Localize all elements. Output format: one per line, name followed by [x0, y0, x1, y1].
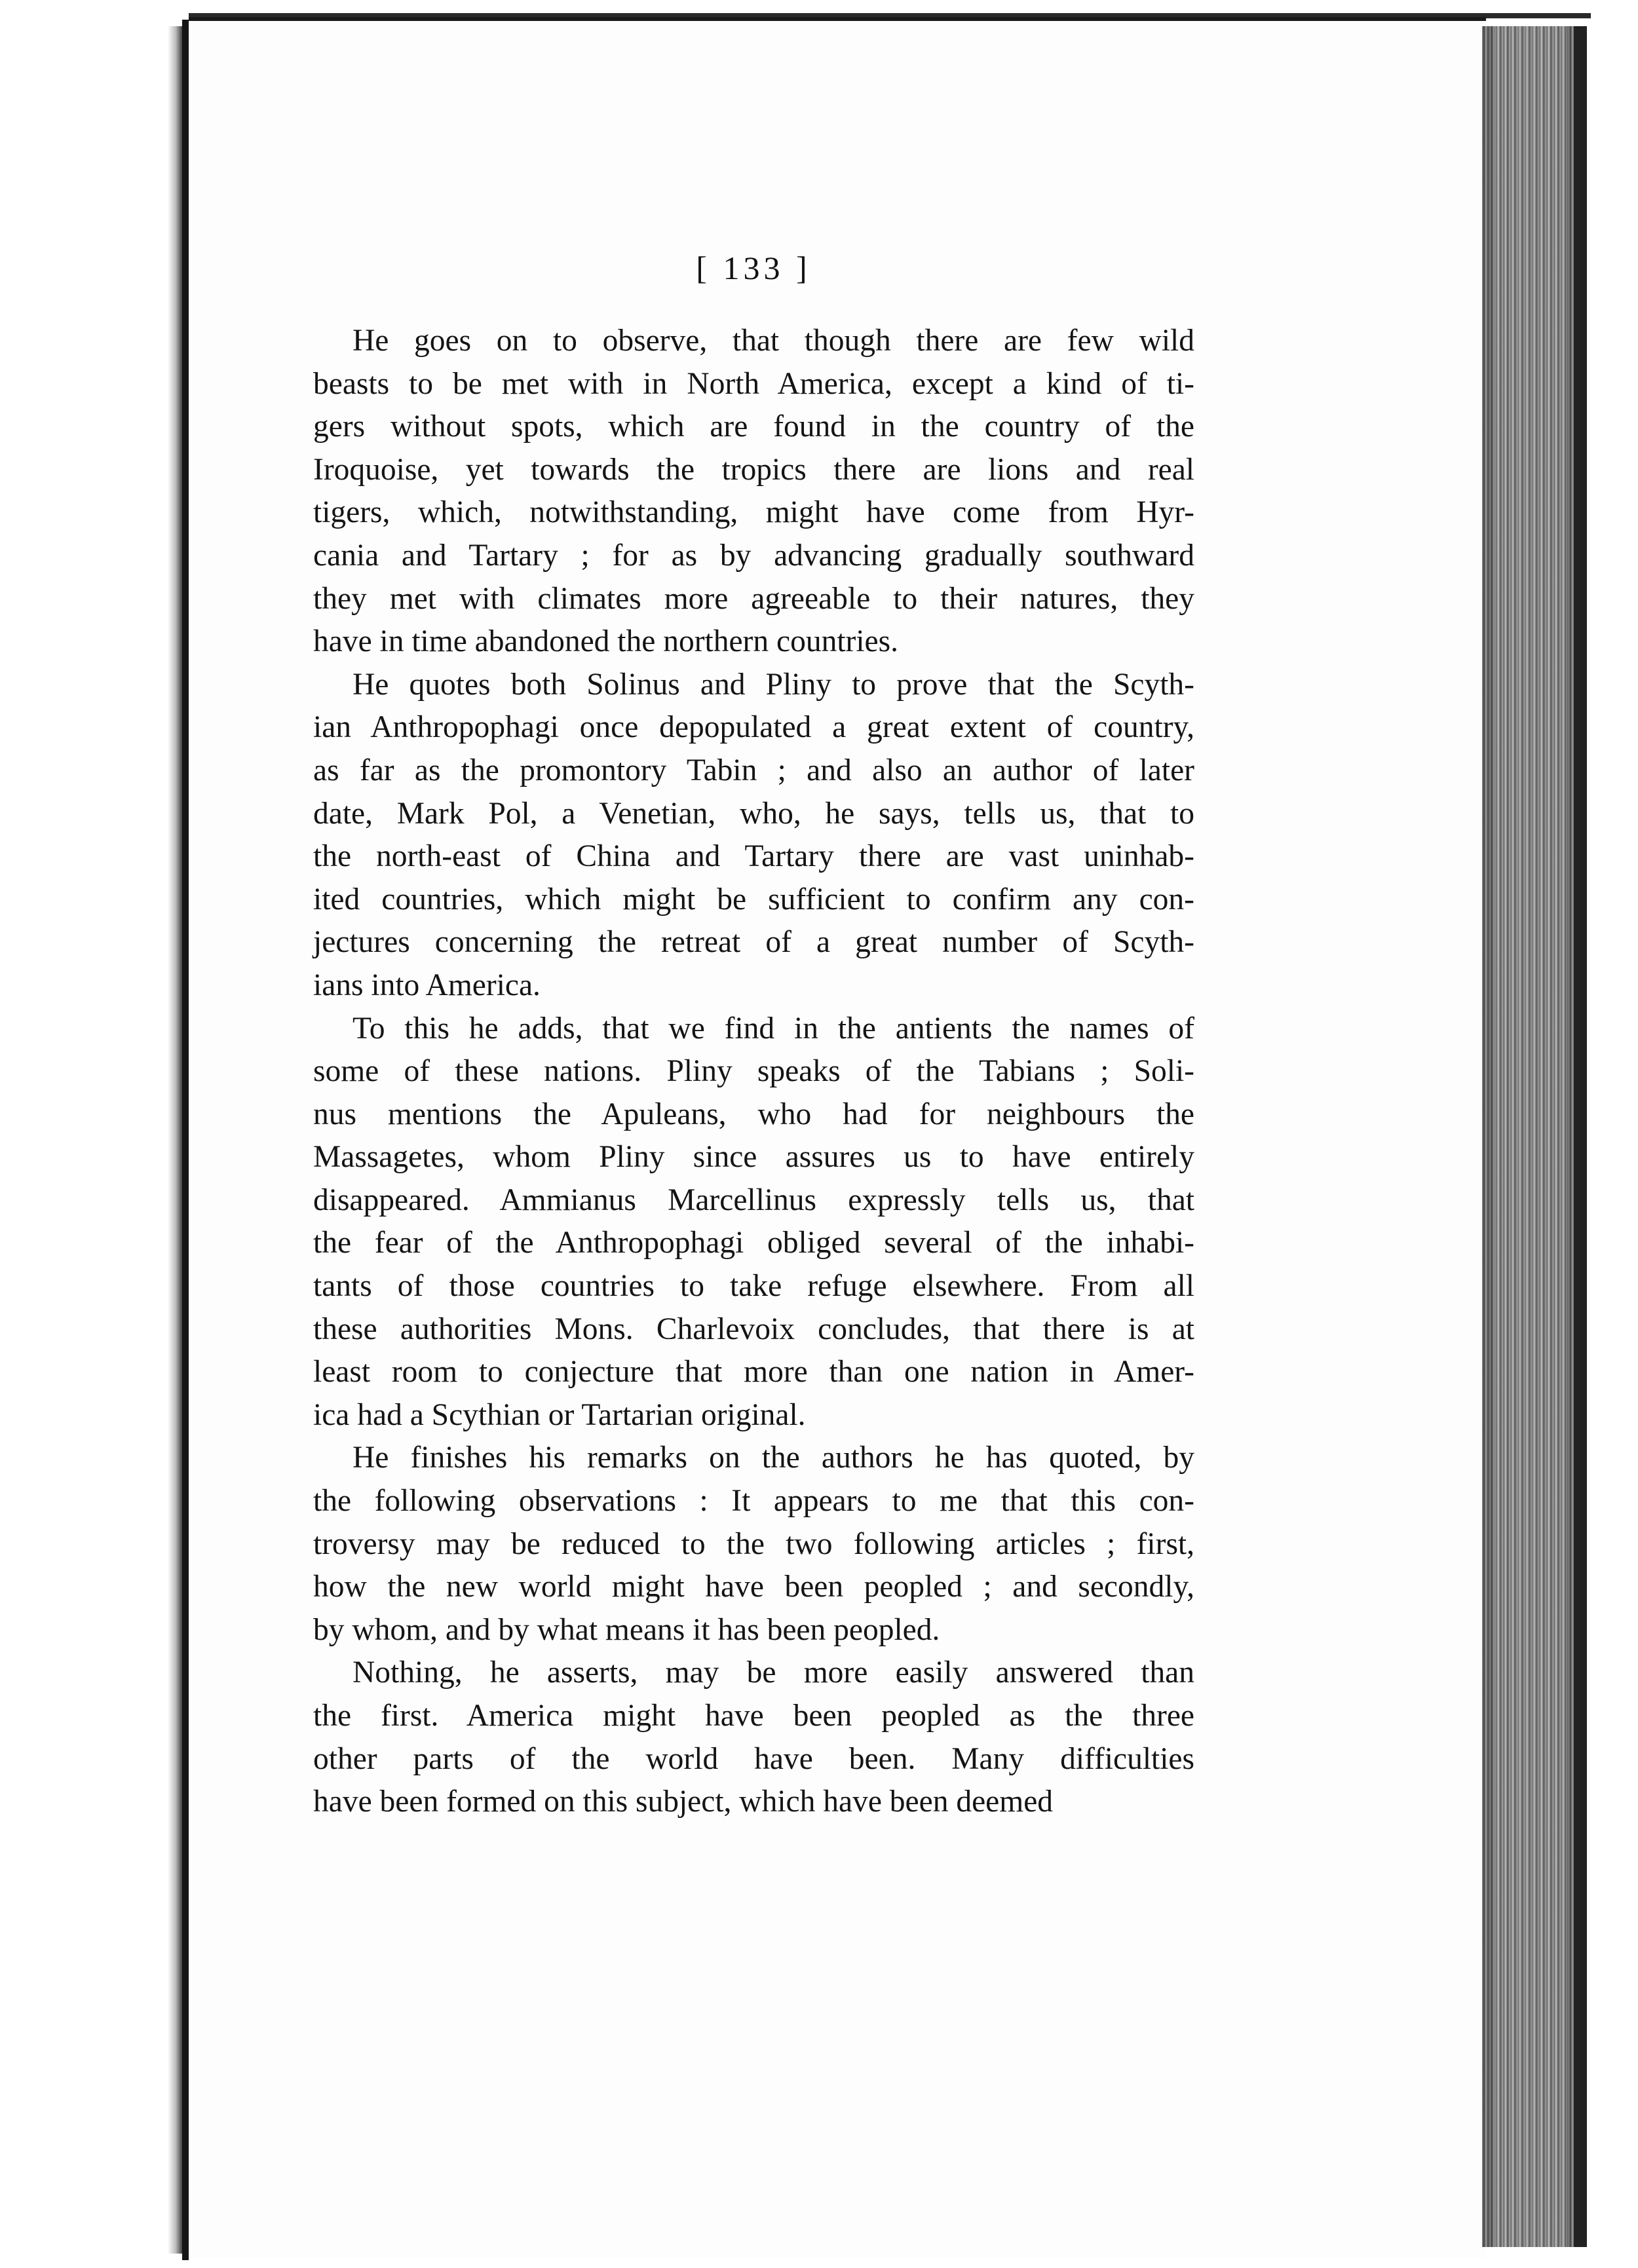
text-line: have been formed on this subject, which have been deemed: [313, 1785, 1054, 1819]
paragraph: [313, 320, 1194, 664]
text-line: how the new world might have been peopled ; and secondly,: [313, 1570, 1194, 1604]
text-line: Iroquoise, yet towards the tropics there are lions and real: [313, 452, 1194, 487]
text-line: least room to conjecture that more than one nation in Amer-: [313, 1355, 1194, 1389]
page-stack-edge: [1574, 26, 1587, 2247]
text-line: disappeared. Ammianus Marcellinus expressly tells us, that: [313, 1182, 1194, 1217]
page-number-header: [ 133 ]: [696, 250, 811, 286]
text-line: He finishes his remarks on the authors he has quoted, by: [352, 1441, 1194, 1475]
text-line: the first. America might have been peopled as the three: [313, 1699, 1194, 1733]
text-line: cania and Tartary ; for as by advancing gradually southward: [313, 538, 1194, 573]
left-page-edge: [0, 0, 197, 2268]
text-line: ians into America.: [313, 968, 541, 1002]
text-line: have in time abandoned the northern countries.: [313, 624, 898, 659]
text-line: the following observations : It appears to me that this con-: [313, 1484, 1194, 1519]
text-line: ian Anthropophagi once depopulated a great extent of country,: [313, 710, 1194, 745]
text-line: tigers, which, notwithstanding, might have come from Hyr-: [313, 495, 1194, 530]
paragraph: [313, 1437, 1194, 1652]
text-line: Nothing, he asserts, may be more easily answered than: [352, 1655, 1194, 1690]
paragraph: [313, 1652, 1194, 1823]
text-line: ica had a Scythian or Tartarian original.: [313, 1397, 806, 1432]
paragraph: [313, 1008, 1194, 1437]
text-line: He quotes both Solinus and Pliny to prove that the Scyth-: [352, 667, 1194, 702]
text-line: the north-east of China and Tartary there are vast uninhab-: [313, 839, 1194, 874]
text-line: He goes on to observe, that though there are few wild: [352, 324, 1194, 358]
right-page-stack: [1482, 26, 1587, 2247]
text-line: other parts of the world have been. Many difficulties: [313, 1741, 1194, 1776]
text-line: these authorities Mons. Charlevoix concludes, that there is at: [313, 1312, 1194, 1346]
text-line: some of these nations. Pliny speaks of the Tabians ; Soli-: [313, 1054, 1194, 1089]
text-line: Massagetes, whom Pliny since assures us to have entirely: [313, 1140, 1194, 1175]
text-line: date, Mark Pol, a Venetian, who, he says, tells us, that to: [313, 796, 1194, 831]
text-line: To this he adds, that we find in the antients the names of: [352, 1011, 1194, 1046]
text-line: tants of those countries to take refuge elsewhere. From all: [313, 1269, 1194, 1304]
text-line: troversy may be reduced to the two following articles ; first,: [313, 1526, 1194, 1561]
body-text: [313, 320, 1194, 1824]
text-line: beasts to be met with in North America, except a kind of ti-: [313, 366, 1194, 401]
text-line: the fear of the Anthropophagi obliged several of the inhabi-: [313, 1226, 1194, 1260]
text-line: gers without spots, which are found in the country of the: [313, 409, 1194, 444]
gutter-line: [182, 20, 189, 2260]
text-line: ited countries, which might be sufficient to confirm any con-: [313, 882, 1194, 917]
text-line: nus mentions the Apuleans, who had for neighbours the: [313, 1097, 1194, 1131]
text-line: as far as the promontory Tabin ; and also an author of later: [313, 753, 1194, 787]
text-line: by whom, and by what means it has been peopled.: [313, 1612, 940, 1647]
paragraph: [313, 664, 1194, 1008]
text-line: jectures concerning the retreat of a great number of Scyth-: [313, 925, 1194, 960]
page-stack-texture: [1495, 26, 1567, 2247]
text-line: they met with climates more agreeable to their natures, they: [313, 581, 1194, 616]
